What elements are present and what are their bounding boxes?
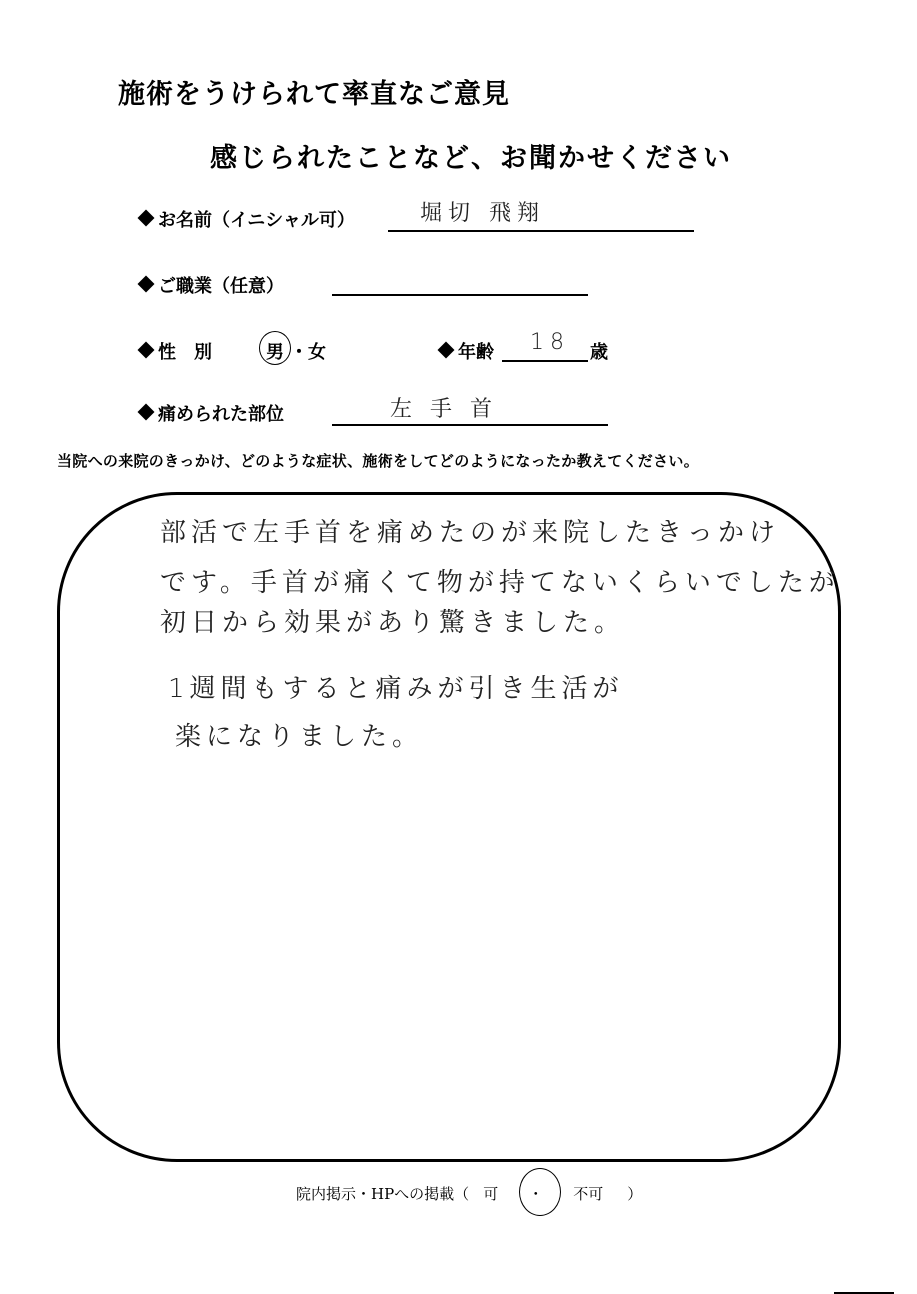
publication-consent (296, 1183, 642, 1204)
age-field-underline (502, 360, 588, 362)
title-line-1: 施術をうけられて率直なご意見 (118, 79, 510, 110)
comment-line-4: 1週間もすると痛みが引き生活が (168, 674, 624, 704)
diamond-bullet-icon (438, 342, 455, 359)
injured-area-field-label: 痛められた部位 (140, 400, 284, 426)
age-field-value[interactable]: 18 (530, 330, 570, 355)
diamond-bullet-icon (138, 210, 155, 227)
diamond-bullet-icon (138, 276, 155, 293)
injured-area-field-underline (332, 424, 608, 426)
age-field-label: 年齢 (440, 338, 494, 364)
consent-selected-circle (519, 1168, 561, 1216)
age-unit: 歳 (590, 342, 608, 363)
gender-option-female[interactable]: 女 (308, 342, 326, 363)
consent-separator: ・ (528, 1185, 544, 1203)
comment-line-2: です。手首が痛くて物が持てないくらいでしたが (160, 568, 840, 598)
name-field-value[interactable]: 堀切 飛翔 (420, 201, 545, 226)
consent-option-no[interactable]: 不可 (573, 1185, 604, 1203)
comment-line-5: 楽になりました。 (175, 722, 424, 752)
publication-consent-label: 院内掲示・HPへの掲載（ (296, 1185, 470, 1203)
injured-area-field-value[interactable]: 左手首 (390, 397, 511, 422)
diamond-bullet-icon (138, 404, 155, 421)
diamond-bullet-icon (138, 342, 155, 359)
comment-prompt: 当院への来院のきっかけ、どのような症状、施術をしてどのようになったか教えてください。 (57, 452, 700, 470)
title-line-2: 感じられたことなど、お聞かせください (210, 143, 732, 174)
gender-option-male[interactable]: 男 (266, 342, 284, 363)
consent-close-paren: ） (627, 1185, 643, 1203)
comment-line-3: 初日から効果があり驚きました。 (160, 608, 626, 638)
gender-field-label: 性 別 (140, 338, 212, 364)
occupation-field-underline (332, 294, 588, 296)
gender-selected-circle (259, 331, 291, 365)
name-field-underline (388, 230, 694, 232)
comment-line-1: 部活で左手首を痛めたのが来院したきっかけ (160, 518, 781, 548)
name-field-label: お名前（イニシャル可） (140, 206, 355, 232)
occupation-field-label: ご職業（任意） (140, 272, 284, 298)
consent-option-yes[interactable]: 可 (483, 1185, 499, 1203)
gender-separator: ・ (290, 342, 308, 363)
